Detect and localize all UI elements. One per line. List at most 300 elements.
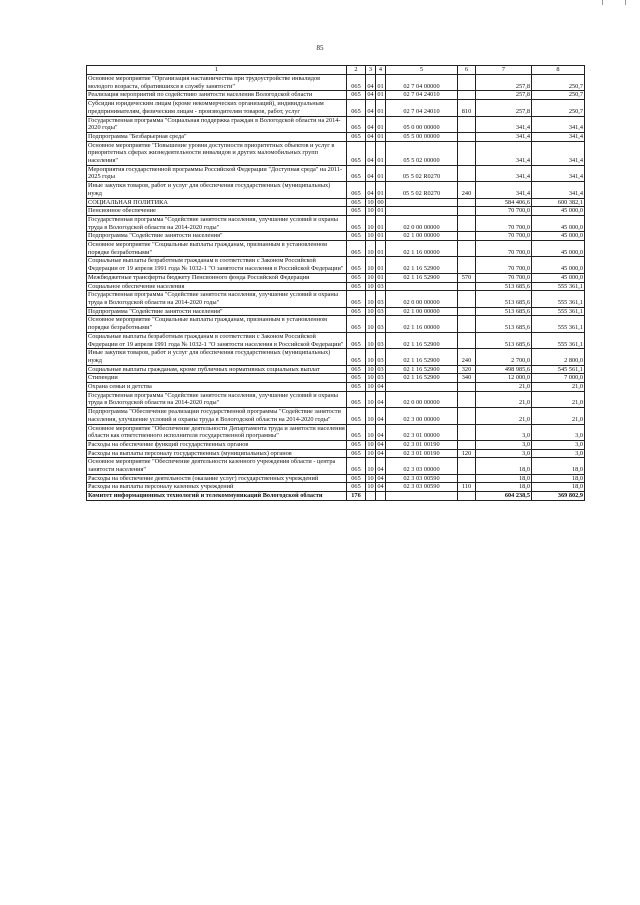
expense-type-cell xyxy=(458,291,476,307)
table-row xyxy=(87,391,585,407)
year-2019-amount-cell: 341,4 xyxy=(476,141,532,165)
year-2020-amount-cell: 3,0 xyxy=(532,449,585,458)
target-article-cell: 02 3 01 00190 xyxy=(386,440,458,449)
year-2020-amount-cell: 45 000,0 xyxy=(532,207,585,216)
section-cell: 10 xyxy=(367,483,374,491)
expense-type-cell: 340 xyxy=(458,374,476,383)
expense-type-cell xyxy=(458,316,476,332)
row-name-cell: Комитет информационных технологий и телекоммуникаций Вологодской области xyxy=(87,492,347,501)
expense-type-cell xyxy=(458,458,476,474)
table-row xyxy=(87,291,585,307)
ved-cell: 065 xyxy=(347,100,366,116)
section-cell: 10 xyxy=(367,474,374,482)
expense-type-cell xyxy=(458,492,476,501)
table-row xyxy=(87,458,585,474)
header-cell: 7 xyxy=(476,66,532,75)
year-2019-amount-cell: 70 700,0 xyxy=(476,207,532,216)
year-2019-amount-cell: 498 985,6 xyxy=(476,365,532,374)
row-name-cell: Пенсионное обеспечение xyxy=(87,207,347,216)
header-cell: 8 xyxy=(532,66,585,75)
section-cell: 10 xyxy=(367,273,374,281)
target-article-cell: 02 1 00 00000 xyxy=(386,307,458,316)
row-name-cell: СОЦИАЛЬНАЯ ПОЛИТИКА xyxy=(87,198,347,207)
expense-type-cell: 810 xyxy=(458,100,476,116)
year-2020-amount-cell: 18,0 xyxy=(532,483,585,492)
year-2019-amount-cell: 70 700,0 xyxy=(476,257,532,273)
expense-type-cell: 570 xyxy=(458,273,476,282)
subsection-cell: 01 xyxy=(377,207,384,215)
table-row xyxy=(87,316,585,332)
year-2020-amount-cell: 18,0 xyxy=(532,474,585,483)
target-article-cell: 05 5 02 00000 xyxy=(386,141,458,165)
expense-type-cell xyxy=(458,215,476,231)
table-row xyxy=(87,91,585,100)
subsection-cell: 01 xyxy=(376,100,386,116)
year-2019-amount-cell: 18,0 xyxy=(476,483,532,492)
year-2019-amount-cell: 513 685,6 xyxy=(476,332,532,348)
ved-cell: 065 xyxy=(347,383,366,392)
year-2020-amount-cell: 21,0 xyxy=(532,383,585,392)
subsection-cell: 03 xyxy=(376,332,386,348)
year-2020-amount-cell: 3,0 xyxy=(532,424,585,440)
year-2020-amount-cell: 555 361,1 xyxy=(532,291,585,307)
target-article-cell: 02 1 16 52900 xyxy=(386,257,458,273)
expense-type-cell xyxy=(458,141,476,165)
target-article-cell xyxy=(386,383,458,392)
header-cell: 5 xyxy=(386,66,458,75)
subsection-cell: 01 xyxy=(376,241,386,257)
target-article-cell: 05 0 00 00000 xyxy=(386,116,458,132)
year-2020-amount-cell: 2 800,0 xyxy=(532,349,585,365)
section-cell: 10 xyxy=(366,257,376,273)
year-2020-amount-cell: 45 000,0 xyxy=(532,241,585,257)
row-name-cell: Расходы на выплаты персоналу государственных (муниципальных) органов xyxy=(87,449,347,458)
header-cell: 1 xyxy=(87,66,347,75)
table-row xyxy=(87,474,585,483)
ved-cell: 065 xyxy=(347,424,366,440)
target-article-cell: 02 3 01 00000 xyxy=(386,424,458,440)
row-name-cell: Иные закупки товаров, работ и услуг для обеспечения государственных (муниципальных) нужд xyxy=(87,182,347,198)
expense-type-cell xyxy=(458,474,476,483)
table-row xyxy=(87,349,585,365)
section-cell: 10 xyxy=(367,365,374,373)
year-2020-amount-cell: 250,7 xyxy=(532,91,585,100)
expense-type-cell xyxy=(458,282,476,291)
table-row xyxy=(87,257,585,273)
table-row xyxy=(87,182,585,198)
ved-cell: 065 xyxy=(347,474,366,483)
section-cell: 10 xyxy=(366,349,376,365)
row-name-cell: Основное мероприятие "Обеспечение деятельности Департамента труда и занятости населения области как ответственного исполнителя государственной программы" xyxy=(88,424,345,440)
ved-cell: 065 xyxy=(347,440,366,449)
ved-cell: 065 xyxy=(347,232,366,241)
expense-type-cell xyxy=(458,91,476,100)
subsection-cell: 03 xyxy=(377,282,384,290)
table-row xyxy=(87,408,585,424)
year-2019-amount-cell: 513 685,6 xyxy=(476,291,532,307)
expense-type-cell xyxy=(458,440,476,449)
table-body xyxy=(87,75,585,501)
row-name-cell: Подпрограмма "Обеспечение реализации государственной программы "Содействие занятости населения, улучшение условий и охраны труда в Вологодской области на 2014-2020 годы" xyxy=(87,408,347,424)
section-cell: 10 xyxy=(367,374,374,382)
ved-cell: 065 xyxy=(347,215,366,231)
expense-type-cell xyxy=(458,332,476,348)
target-article-cell: 02 1 16 52900 xyxy=(386,374,458,383)
section-cell: 04 xyxy=(366,100,376,116)
subsection-cell: 03 xyxy=(377,365,384,373)
year-2020-amount-cell: 18,0 xyxy=(532,458,585,474)
subsection-cell: 01 xyxy=(376,215,386,231)
expense-type-cell: 240 xyxy=(458,349,476,365)
expense-type-cell xyxy=(458,75,476,91)
table-row xyxy=(87,483,585,492)
subsection-cell: 03 xyxy=(376,316,386,332)
year-2020-amount-cell: 341,4 xyxy=(532,116,585,132)
expense-type-cell xyxy=(458,165,476,181)
year-2020-amount-cell: 21,0 xyxy=(532,391,585,407)
target-article-cell: 02 1 16 52900 xyxy=(386,365,458,374)
target-article-cell: 02 3 03 00590 xyxy=(386,474,458,483)
table-row xyxy=(87,116,585,132)
subsection-cell: 04 xyxy=(376,408,386,424)
target-article-cell: 05 5 02 R0270 xyxy=(386,182,458,198)
subsection-cell: 04 xyxy=(377,483,384,491)
year-2020-amount-cell: 250,7 xyxy=(532,100,585,116)
subsection-cell: 01 xyxy=(376,141,386,165)
budget-table xyxy=(86,65,585,501)
year-2020-amount-cell: 341,4 xyxy=(532,182,585,198)
table-row xyxy=(87,165,585,181)
section-cell: 04 xyxy=(366,182,376,198)
expense-type-cell xyxy=(458,241,476,257)
year-2020-amount-cell: 7 000,0 xyxy=(532,374,585,383)
ved-cell: 065 xyxy=(347,132,366,141)
expense-type-cell xyxy=(458,408,476,424)
expense-type-cell xyxy=(458,132,476,141)
row-name-cell: Межбюджетные трансферты бюджету Пенсионного фонда Российской Федерации xyxy=(87,273,347,282)
subsection-cell: 01 xyxy=(376,257,386,273)
expense-type-cell: 320 xyxy=(458,365,476,374)
year-2019-amount-cell: 257,8 xyxy=(476,91,532,100)
section-cell: 04 xyxy=(366,165,376,181)
year-2020-amount-cell: 45 000,0 xyxy=(532,257,585,273)
year-2019-amount-cell: 584 406,6 xyxy=(476,198,532,207)
row-name-cell: Субсидии юридическим лицам (кроме некоммерческих организаций), индивидуальным предпринимателям, физическим лицам - производителям товаров, работ, услуг xyxy=(87,100,347,116)
subsection-cell: 01 xyxy=(376,75,386,91)
ved-cell: 065 xyxy=(347,116,366,132)
row-name-cell: Социальные выплаты безработным гражданам в соответствии с Законом Российской Федерации от 19 апреля 1991 года № 1032-1 "О занятости населения в Российской Федерации" xyxy=(87,332,347,348)
ved-cell: 065 xyxy=(347,332,366,348)
target-article-cell xyxy=(386,492,458,501)
row-name-cell: Социальные выплаты гражданам, кроме публичных нормативных социальных выплат xyxy=(87,365,347,374)
scan-corner-mark xyxy=(602,0,626,5)
year-2019-amount-cell: 604 238,5 xyxy=(476,492,532,501)
table-row xyxy=(87,332,585,348)
section-cell: 10 xyxy=(366,215,376,231)
ved-cell: 065 xyxy=(347,458,366,474)
table-row xyxy=(87,241,585,257)
row-name-cell: Государственная программа "Содействие занятости населения, улучшение условий и охраны труда в Вологодской области на 2014-2020 годы" xyxy=(87,215,347,231)
table-row xyxy=(87,207,585,216)
target-article-cell: 05 5 02 R0270 xyxy=(386,165,458,181)
year-2019-amount-cell: 341,4 xyxy=(476,182,532,198)
target-article-cell: 02 1 16 52900 xyxy=(386,273,458,282)
table-row xyxy=(87,215,585,231)
target-article-cell: 02 1 16 00000 xyxy=(386,316,458,332)
expense-type-cell: 120 xyxy=(458,449,476,458)
section-cell: 10 xyxy=(366,391,376,407)
target-article-cell: 05 5 00 00000 xyxy=(386,132,458,141)
year-2019-amount-cell: 21,0 xyxy=(476,408,532,424)
ved-cell: 176 xyxy=(347,492,366,501)
table-header-row xyxy=(87,66,585,75)
table-row xyxy=(87,198,585,207)
target-article-cell: 02 7 04 24010 xyxy=(386,91,458,100)
section-cell: 10 xyxy=(366,424,376,440)
year-2019-amount-cell: 3,0 xyxy=(476,449,532,458)
expense-type-cell xyxy=(458,232,476,241)
section-cell: 10 xyxy=(366,408,376,424)
ved-cell: 065 xyxy=(347,449,366,458)
target-article-cell xyxy=(386,198,458,207)
expense-type-cell xyxy=(458,207,476,216)
row-name-cell: Охрана семьи и детства xyxy=(87,383,347,392)
target-article-cell: 02 3 03 00000 xyxy=(386,458,458,474)
year-2020-amount-cell: 45 000,0 xyxy=(532,232,585,241)
table-row xyxy=(87,100,585,116)
section-cell: 10 xyxy=(367,383,374,391)
subsection-cell: 01 xyxy=(377,232,384,240)
table-row xyxy=(87,273,585,282)
section-cell: 04 xyxy=(366,141,376,165)
row-name-cell: Расходы на выплаты персоналу казенных учреждений xyxy=(87,483,347,492)
header-cell: 2 xyxy=(347,66,366,75)
year-2019-amount-cell: 70 700,0 xyxy=(476,241,532,257)
ved-cell: 065 xyxy=(347,257,366,273)
row-name-cell: Основное мероприятие "Социальные выплаты гражданам, признанным в установленном порядке безработными" xyxy=(87,241,347,257)
expense-type-cell xyxy=(458,391,476,407)
table-row xyxy=(87,282,585,291)
year-2020-amount-cell: 545 561,1 xyxy=(532,365,585,374)
year-2019-amount-cell: 3,0 xyxy=(476,440,532,449)
subsection-cell: 04 xyxy=(376,391,386,407)
year-2020-amount-cell: 45 000,0 xyxy=(532,273,585,282)
year-2019-amount-cell: 3,0 xyxy=(476,424,532,440)
year-2020-amount-cell: 21,0 xyxy=(532,408,585,424)
ved-cell: 065 xyxy=(347,307,366,316)
target-article-cell: 02 1 16 52900 xyxy=(386,332,458,348)
expense-type-cell: 110 xyxy=(458,483,476,492)
subsection-cell: 03 xyxy=(377,374,384,382)
section-cell: 10 xyxy=(367,198,374,206)
row-name-cell: Основное мероприятие "Организация наставничества при трудоустройстве инвалидов молодого возраста, обратившихся в службу занятости" xyxy=(87,75,347,91)
year-2019-amount-cell: 2 700,0 xyxy=(476,349,532,365)
section-cell: 10 xyxy=(366,316,376,332)
table-row xyxy=(87,449,585,458)
target-article-cell: 02 3 03 00590 xyxy=(386,483,458,492)
year-2020-amount-cell: 369 802,9 xyxy=(532,492,585,501)
ved-cell: 065 xyxy=(347,182,366,198)
section-cell: 10 xyxy=(366,332,376,348)
year-2020-amount-cell: 45 000,0 xyxy=(532,215,585,231)
table-row xyxy=(87,365,585,374)
table-row xyxy=(87,75,585,91)
table-row xyxy=(87,492,585,501)
row-name-cell: Иные закупки товаров, работ и услуг для обеспечения государственных (муниципальных) нужд xyxy=(87,349,347,365)
year-2019-amount-cell: 341,4 xyxy=(476,132,532,141)
row-name-cell: Расходы на обеспечение функций государственных органов xyxy=(87,440,347,449)
section-cell: 10 xyxy=(366,458,376,474)
year-2019-amount-cell: 341,4 xyxy=(476,116,532,132)
ved-cell: 065 xyxy=(347,349,366,365)
year-2019-amount-cell: 513 685,6 xyxy=(476,282,532,291)
subsection-cell: 01 xyxy=(376,165,386,181)
row-name-cell: Стипендии xyxy=(87,374,347,383)
ved-cell: 065 xyxy=(347,141,366,165)
target-article-cell: 02 0 00 00000 xyxy=(386,215,458,231)
section-cell: 10 xyxy=(367,307,374,315)
target-article-cell: 02 1 16 00000 xyxy=(386,241,458,257)
table-row xyxy=(87,141,585,165)
ved-cell: 065 xyxy=(347,207,366,216)
year-2019-amount-cell: 21,0 xyxy=(476,383,532,392)
subsection-cell: 03 xyxy=(377,307,384,315)
subsection-cell xyxy=(376,492,386,501)
header-cell: 3 xyxy=(366,66,376,75)
section-cell: 04 xyxy=(367,132,374,140)
table-row xyxy=(87,383,585,392)
subsection-cell: 01 xyxy=(377,132,384,140)
subsection-cell: 04 xyxy=(377,449,384,457)
row-name-cell: Расходы на обеспечение деятельности (оказание услуг) государственных учреждений xyxy=(87,474,347,483)
subsection-cell: 01 xyxy=(377,91,384,99)
year-2019-amount-cell: 18,0 xyxy=(476,474,532,483)
page-number: 85 xyxy=(316,44,324,52)
subsection-cell: 04 xyxy=(376,458,386,474)
table-row xyxy=(87,440,585,449)
year-2020-amount-cell: 555 361,1 xyxy=(532,307,585,316)
year-2020-amount-cell: 555 361,1 xyxy=(532,332,585,348)
year-2020-amount-cell: 341,4 xyxy=(532,141,585,165)
subsection-cell: 03 xyxy=(376,291,386,307)
subsection-cell: 04 xyxy=(376,424,386,440)
subsection-cell: 03 xyxy=(376,349,386,365)
row-name-cell: Основное мероприятие "Обеспечение деятельности казенного учреждения области - центра занятости населения" xyxy=(87,458,347,474)
year-2019-amount-cell: 257,8 xyxy=(476,100,532,116)
target-article-cell xyxy=(386,207,458,216)
expense-type-cell xyxy=(458,257,476,273)
row-name-cell: Основное мероприятие "Социальные выплаты гражданам, признанным в установленном порядке безработными" xyxy=(87,316,347,332)
year-2019-amount-cell: 21,0 xyxy=(476,391,532,407)
year-2019-amount-cell: 70 700,0 xyxy=(476,215,532,231)
section-cell xyxy=(366,492,376,501)
row-name-cell: Социальные выплаты безработным гражданам в соответствии с Законом Российской Федерации от 19 апреля 1991 года № 1032-1 "О занятости населения в Российской Федерации" xyxy=(87,257,347,273)
section-cell: 04 xyxy=(366,75,376,91)
row-name-cell: Подпрограмма "Содействие занятости населения" xyxy=(87,307,347,316)
target-article-cell: 02 1 16 52900 xyxy=(386,349,458,365)
year-2019-amount-cell: 70 700,0 xyxy=(476,232,532,241)
expense-type-cell xyxy=(458,198,476,207)
expense-type-cell xyxy=(458,383,476,392)
ved-cell: 065 xyxy=(347,483,366,492)
ved-cell: 065 xyxy=(347,291,366,307)
subsection-cell: 04 xyxy=(377,440,384,448)
year-2019-amount-cell: 513 685,6 xyxy=(476,316,532,332)
subsection-cell: 04 xyxy=(377,383,384,391)
section-cell: 10 xyxy=(367,207,374,215)
year-2019-amount-cell: 12 000,0 xyxy=(476,374,532,383)
ved-cell: 065 xyxy=(347,198,366,207)
header-cell: 4 xyxy=(376,66,386,75)
ved-cell: 065 xyxy=(347,391,366,407)
target-article-cell: 02 1 00 00000 xyxy=(386,232,458,241)
target-article-cell: 02 3 01 00190 xyxy=(386,449,458,458)
section-cell: 10 xyxy=(366,291,376,307)
section-cell: 10 xyxy=(367,282,374,290)
target-article-cell: 02 3 00 00000 xyxy=(386,408,458,424)
year-2019-amount-cell: 257,8 xyxy=(476,75,532,91)
row-name-cell: Основное мероприятие "Повышение уровня доступности приоритетных объектов и услуг в приоритетных сферах жизнедеятельности инвалидов и других маломобильных групп населения" xyxy=(87,141,347,165)
target-article-cell xyxy=(386,282,458,291)
table-row xyxy=(87,424,585,440)
ved-cell: 065 xyxy=(347,75,366,91)
subsection-cell: 01 xyxy=(376,116,386,132)
section-cell: 10 xyxy=(366,241,376,257)
row-name-cell: Мероприятия государственной программы Российской Федерации "Доступная среда" на 2011-2025 годы xyxy=(87,165,347,181)
ved-cell: 065 xyxy=(347,316,366,332)
expense-type-cell xyxy=(458,424,476,440)
target-article-cell: 02 0 00 00000 xyxy=(386,291,458,307)
ved-cell: 065 xyxy=(347,91,366,100)
target-article-cell: 02 0 00 00000 xyxy=(386,391,458,407)
ved-cell: 065 xyxy=(347,282,366,291)
subsection-cell: 01 xyxy=(377,273,384,281)
year-2020-amount-cell: 250,7 xyxy=(532,75,585,91)
row-name-cell: Государственная программа "Социальная поддержка граждан в Вологодской области на 2014-2020 годы" xyxy=(87,116,347,132)
subsection-cell: 04 xyxy=(377,474,384,482)
ved-cell: 065 xyxy=(347,241,366,257)
table-row xyxy=(87,307,585,316)
ved-cell: 065 xyxy=(347,273,366,282)
year-2020-amount-cell: 341,4 xyxy=(532,132,585,141)
year-2019-amount-cell: 18,0 xyxy=(476,458,532,474)
year-2020-amount-cell: 3,0 xyxy=(532,440,585,449)
ved-cell: 065 xyxy=(347,365,366,374)
ved-cell: 065 xyxy=(347,408,366,424)
row-name-cell: Социальное обеспечение населения xyxy=(87,282,347,291)
ved-cell: 065 xyxy=(347,374,366,383)
year-2019-amount-cell: 70 700,0 xyxy=(476,273,532,282)
expense-type-cell: 240 xyxy=(458,182,476,198)
section-cell: 04 xyxy=(366,116,376,132)
subsection-cell: 00 xyxy=(377,198,384,206)
year-2020-amount-cell: 555 361,1 xyxy=(532,282,585,291)
section-cell: 04 xyxy=(367,91,374,99)
table-row xyxy=(87,132,585,141)
year-2019-amount-cell: 513 685,6 xyxy=(476,307,532,316)
row-name-cell: Реализация мероприятий по содействию занятости населения Вологодской области xyxy=(87,91,347,100)
row-name-cell: Государственная программа "Содействие занятости населения, улучшение условий и охраны труда в Вологодской области на 2014-2020 годы" xyxy=(87,291,347,307)
row-name-cell: Государственная программа "Содействие занятости населения, улучшение условий и охраны труда в Вологодской области на 2014-2020 годы" xyxy=(87,391,347,407)
table-row xyxy=(87,232,585,241)
subsection-cell: 01 xyxy=(376,182,386,198)
row-name-cell: Подпрограмма "Содействие занятости населения" xyxy=(87,232,347,241)
year-2020-amount-cell: 341,4 xyxy=(532,165,585,181)
table-row xyxy=(87,374,585,383)
expense-type-cell xyxy=(458,116,476,132)
section-cell: 10 xyxy=(367,440,374,448)
target-article-cell: 02 7 04 00000 xyxy=(386,75,458,91)
